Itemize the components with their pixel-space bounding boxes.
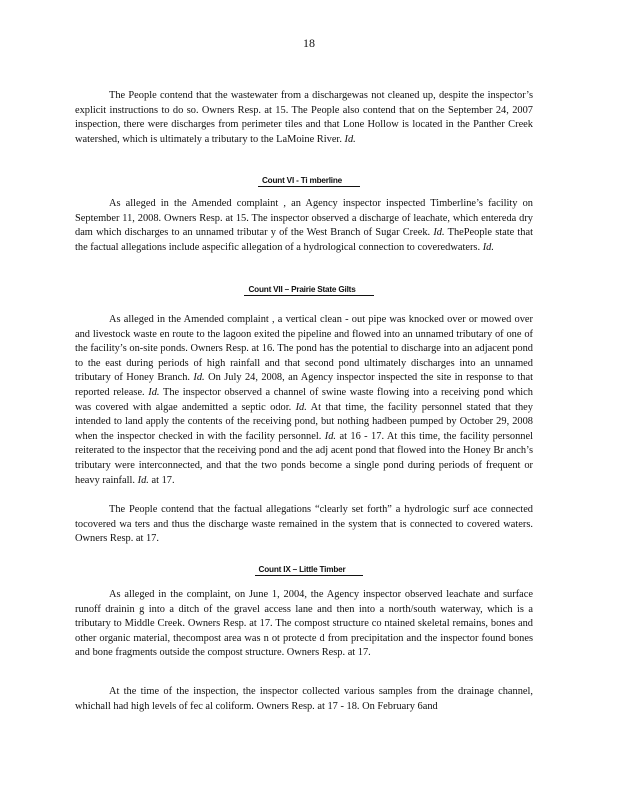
paragraph-3 [75,313,533,488]
heading-count-vii [0,285,618,296]
citation-id: Id. [148,386,160,398]
paragraph-3-text-d: at 16 - 17. At this time, the facility personnel reiterated to the inspector that the receiving pond and the adj acent pond that flowed into the Honey Br anch’s tributary were interconnected, and that the two ponds become a single pond during periods of frequent or heavy rainfall. [75,430,533,486]
paragraph-6-text: At the time of the inspection, the inspector collected various samples from the drainage channel, whichall had high levels of fec al coliform. Owners Resp. at 17 - 18. On February 6and [75,686,533,712]
paragraph-3-text-c: At that time, the facility personnel stated that they intended to land apply the contents of the receiving pond, but nothing hadbeen pumped by October 29, 2008 when the inspector checked in with the facility personnel. [75,401,533,442]
paragraph-1-text: The People contend that the wastewater from a dischargewas not cleaned up, despite the inspector’s explicit instructions to do so. Owners Resp. at 15. The People also contend that on the September 24, 2007 inspection, there were discharges from perimeter tiles and that Lone Hollow is located in the Panther Creek watershed, which is ultimately a tributary to the LaMoine River. [75,90,533,145]
citation-id: Id. [344,133,356,145]
paragraph-5-text: As alleged in the complaint, on June 1, 2004, the Agency inspector observed leachate and surface runoff drainin g into a ditch of the gravel access lane and then into a north/south waterway, which is a tributary to Middle Creek. Owners Resp. at 17. The compost structure co ntained skeletal remains, bones and other organic material, thecompost area was n ot protecte d from precipitation and the inspector found bones and bone fragments outside the compost structure. Owners Resp. at 17. [75,589,533,659]
paragraph-2-text-b: ThePeople state that the factual allegations include aspecific allegation of a hydrological connection to coveredwaters. [75,227,533,253]
paragraph-5 [75,588,533,661]
citation-id: Id. [137,474,149,486]
paragraph-2 [75,197,533,255]
heading-count-vi-text: Count VI - Ti mberline [258,176,360,187]
citation-id: Id. [324,430,337,442]
paragraph-3-text-b: The inspector observed a channel of swine waste flowing into a receiving pond which was covered with algae andemitted a septic odor. [75,386,533,413]
heading-count-ix [0,565,618,576]
citation-id: Id. [193,372,205,384]
heading-count-vi [0,176,618,187]
citation-id: Id. [295,401,307,413]
paragraph-4 [75,503,533,547]
paragraph-3-text-e: at 17. [151,474,175,486]
heading-count-vii-text: Count VII – Prairie State Gilts [244,285,373,296]
paragraph-2-text: As alleged in the Amended complaint , an Agency inspector inspected Timberline’s facility on September 11, 2008. Owners Resp. at 15. The inspector observed a discharge of leachate, which entereda dry dam which discharges to an unnamed tributar y of the West Branch of Sugar Creek. [75,198,533,239]
paragraph-6 [75,685,533,714]
paragraph-3-text: As alleged in the Amended complaint , a vertical clean - out pipe was knocked over or mowed over and livestock waste en route to the lagoon exited the pipeline and flowed into an unnamed tributary of one of the facility’s on-site ponds. Owners Resp. at 16. The pond has the potential to discharge into an adjacent pond to the east during periods of high rainfall and that second pond ultimately discharges into an unnamed tributary of Honey Branch. [75,314,533,384]
heading-count-ix-text: Count IX – Little Timber [255,565,364,576]
citation-id: Id. [433,227,445,239]
paragraph-1 [75,89,533,147]
paragraph-3-text-a: On July 24, 2008, an Agency inspector inspected the site in response to that reported release. [75,372,533,398]
citation-id: Id. [482,241,494,253]
page-number: 18 [303,36,315,50]
paragraph-4-text: The People contend that the factual allegations “clearly set forth” a hydrologic surf ace connected tocovered wa ters and thus the discharge waste remained in the system that is connected to covered waters. Owners Resp. at 17. [75,504,533,545]
